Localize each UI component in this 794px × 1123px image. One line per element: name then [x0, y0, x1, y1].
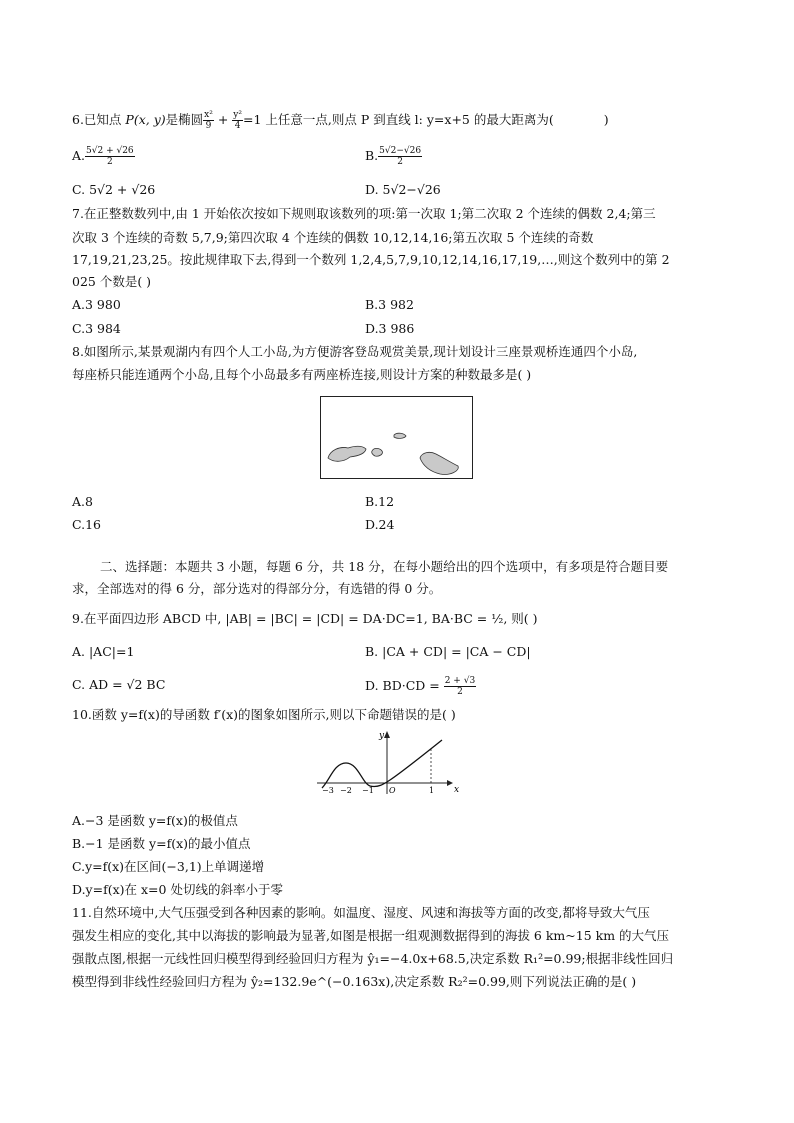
island-small: [394, 433, 406, 438]
graph-tick-neg3: −3: [322, 786, 334, 795]
graph-y-label: y: [379, 731, 385, 741]
q8-option-c: C.16: [72, 517, 101, 532]
island-middle: [372, 448, 383, 456]
q7-option-a: A.3 980: [72, 297, 121, 312]
q6-point: P(x, y): [125, 112, 166, 127]
q9-option-c: C. AD = √2 BC: [72, 677, 166, 692]
q6-a-label: A.: [72, 148, 86, 163]
q11-line-3: 强散点图,根据一元线性回归模型得到经验回归方程为 ŷ₁=−4.0x+68.5,决定系数 R₁²=0.99;根据非线性回归: [72, 951, 674, 966]
q9-d-den: 2: [457, 687, 463, 697]
q6-option-c: C. 5√2 + √26: [72, 182, 156, 197]
q9-option-d: [365, 676, 476, 697]
q7-line-1: 7.在正整数数列中,由 1 开始依次按如下规则取该数列的项:第一次取 1;第二次取 2 个连续的偶数 2,4;第三: [72, 206, 656, 221]
q6-stem-c: =1 上任意一点,则点 P 到直线 l: y=x+5 的最大距离为(: [242, 112, 554, 127]
graph-origin: O: [389, 786, 396, 795]
graph-tick-neg1: −1: [362, 786, 374, 795]
ellipse-x-den: 9: [205, 121, 212, 131]
ellipse-y-num: y²: [233, 110, 242, 120]
q9-option-a: A. |AC|=1: [72, 644, 135, 659]
q8-option-b: B.12: [365, 494, 395, 509]
section2-line-1: 二、选择题：本题共 3 小题，每题 6 分，共 18 分，在每小题给出的四个选项中，有多项是符合题目要: [100, 559, 669, 574]
q10-stem: 10.函数 y=f(x)的导函数 f′(x)的图象如图所示,则以下命题错误的是( ): [72, 707, 456, 722]
q6-option-a: [72, 146, 135, 167]
q10-option-b: B.−1 是函数 y=f(x)的最小值点: [72, 836, 251, 851]
ellipse-x-term: [203, 110, 214, 131]
x-axis-arrow: [447, 780, 453, 786]
q6-a-num: 5√2 + √26: [86, 146, 134, 156]
q8-option-d: D.24: [365, 517, 395, 532]
q6-paren: ): [603, 112, 609, 127]
q7-option-d: D.3 986: [365, 321, 415, 336]
q6-a-den: 2: [106, 157, 113, 167]
q6-stem: 6.已知点 P(x, y)是椭圆 $\frac{\text{x²}}{9}$ + $\frac{\text{y²}}{4}$ =1 上任意一点,则点 P 到直线 l: y=x+5 的最大距离为( ): [72, 110, 609, 131]
q7-line-4: 025 个数是( ): [72, 274, 152, 289]
q8-line-1: 8.如图所示,某景观湖内有四个人工小岛,为方便游客登岛观赏美景,现计划设计三座景观桥连通四个小岛,: [72, 344, 638, 359]
q9-stem: 9.在平面四边形 ABCD 中, |AB| = |BC| = |CD| = DA·DC=1, BA·BC = ½, 则( ): [72, 611, 538, 626]
lake-islands-figure: [320, 396, 473, 479]
q10-option-a: A.−3 是函数 y=f(x)的极值点: [72, 813, 238, 828]
q7-option-b: B.3 982: [365, 297, 414, 312]
q6-b-num: 5√2−√26: [379, 146, 422, 156]
ellipse-y-term: [232, 110, 243, 131]
q11-line-4: 模型得到非线性经验回归方程为 ŷ₂=132.9e^(−0.163x),决定系数 R₂²=0.99,则下列说法正确的是( ): [72, 974, 637, 989]
section2-line-2: 求，全部选对的得 6 分，部分选对的得部分分，有选错的得 0 分。: [72, 581, 442, 596]
graph-tick-1: 1: [429, 786, 435, 795]
q9-option-b: B. |CA + CD| = |CA − CD|: [365, 644, 531, 659]
q10-option-c: C.y=f(x)在区间(−3,1)上单调递增: [72, 859, 265, 874]
q11-line-1: 11.自然环境中,大气压强受到各种因素的影响。如温度、湿度、风速和海拔等方面的改变,都将导致大气压: [72, 905, 650, 920]
q6-option-b: [365, 146, 422, 167]
q6-b-label: B.: [365, 148, 379, 163]
q9-d-frac: [444, 676, 476, 697]
q11-line-2: 强发生相应的变化,其中以海拔的影响最为显著,如图是根据一组观测数据得到的海拔 6 km~15 km 的大气压: [72, 928, 670, 943]
q7-line-2: 次取 3 个连续的奇数 5,7,9;第四次取 4 个连续的偶数 10,12,14,16;第五次取 5 个连续的奇数: [72, 230, 594, 245]
ellipse-x-num: x²: [204, 110, 213, 120]
y-axis-arrow: [384, 731, 390, 738]
q7-option-c: C.3 984: [72, 321, 121, 336]
q6-b-den: 2: [397, 157, 403, 167]
derivative-curve: [322, 740, 442, 788]
graph-x-label: x: [454, 785, 460, 795]
q10-option-d: D.y=f(x)在 x=0 处切线的斜率小于零: [72, 882, 283, 897]
graph-tick-neg2: −2: [340, 786, 352, 795]
q6-a-frac: [85, 146, 135, 167]
derivative-graph: [312, 728, 462, 798]
q6-b-frac: [378, 146, 422, 167]
q8-line-2: 每座桥只能连通两个小岛,且每个小岛最多有两座桥连接,则设计方案的种数最多是( ): [72, 367, 532, 382]
ellipse-y-den: 4: [234, 121, 241, 131]
q7-line-3: 17,19,21,23,25。按此规律取下去,得到一个数列 1,2,4,5,7,9,10,12,14,16,17,19,…,则这个数列中的第 2: [72, 252, 670, 267]
q8-option-a: A.8: [72, 494, 93, 509]
q6-stem-a: 6.已知点: [72, 112, 126, 127]
q6-stem-b: 是椭圆: [165, 112, 204, 127]
q6-option-d: D. 5√2−√26: [365, 182, 441, 197]
q9-d-num: 2 + √3: [444, 676, 476, 686]
q9-d-pre: D. BD·CD =: [365, 678, 444, 693]
